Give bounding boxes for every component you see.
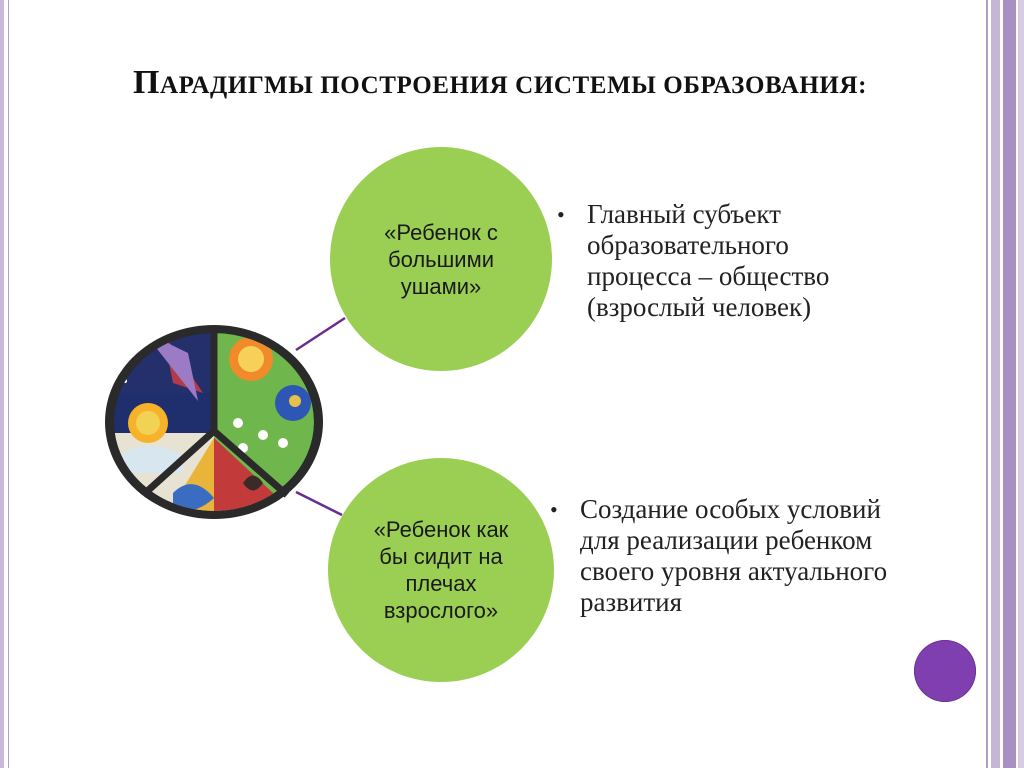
paradigm-label: «Ребенок с большими ушами» [384,219,498,299]
bullet-marker: • [550,497,558,522]
paradigm-point-1 [557,199,897,323]
title-initial: П [132,64,161,101]
paradigm-point-2 [550,494,900,618]
decorative-circle [914,640,976,702]
paradigm-bubble-2 [328,458,554,682]
paradigm-label: «Ребенок как бы сидит на плечах взрослого» [373,517,509,623]
peace-sign-icon [103,323,325,521]
paradigm-bubble-1 [330,147,552,371]
title-text: АРАДИГМЫ ПОСТРОЕНИЯ СИСТЕМЫ ОБРАЗОВАНИЯ: [160,72,868,99]
paradigm-point-text: Создание особых условий для реализации ребенком своего уровня актуального развития [580,494,888,617]
bullet-marker: • [557,202,565,227]
paradigm-point-text: Главный субъект образовательного процесса – общество (взрослый человек) [587,199,830,322]
